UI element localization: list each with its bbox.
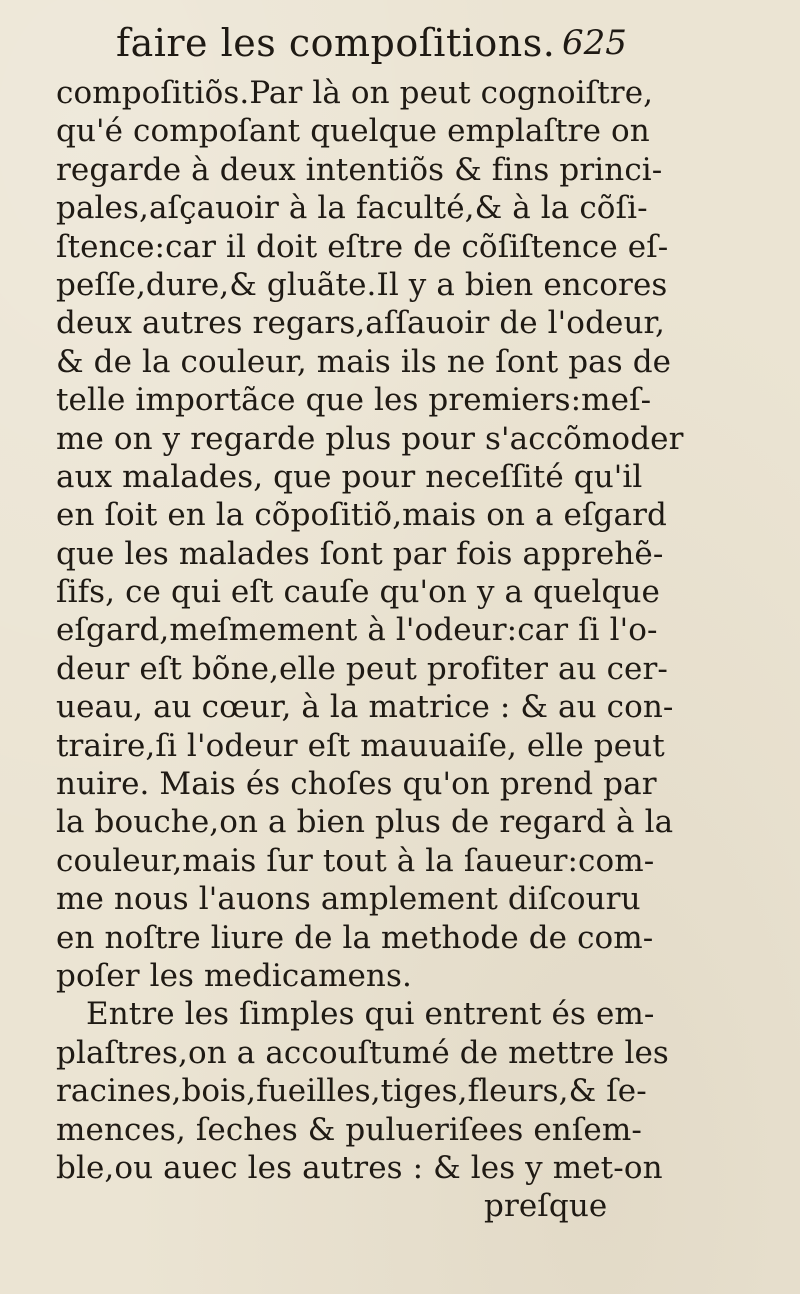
text-line: en noſtre liure de la methode de com-: [56, 919, 654, 956]
text-line: poſer les medicamens.: [56, 957, 412, 994]
text-line: ſtence:car il doit eſtre de cõſiſtence eſ-: [56, 228, 669, 265]
text-line: me nous l'auons amplement diſcouru: [56, 881, 641, 918]
text-line: ſifs, ce qui eſt cauſe qu'on y a quelque: [56, 574, 660, 611]
body-text: [56, 74, 746, 1226]
paragraph-start-line: Entre les ſimples qui entrent és em-: [86, 996, 655, 1033]
text-line: ueau, au cœur, à la matrice : & au con-: [56, 689, 674, 726]
text-line: me on y regarde plus pour s'accõmoder: [56, 420, 684, 457]
text-line: eſgard,meſmement à l'odeur:car ſi l'o-: [56, 612, 658, 649]
page-header: [116, 18, 636, 68]
text-line: regarde à deux intentiõs & fins princi-: [56, 151, 663, 188]
text-line: compoſitiõs.Par là on peut cognoiſtre,: [56, 75, 654, 111]
text-line: la bouche,on a bien plus de regard à la: [56, 804, 674, 841]
text-line: aux malades, que pour neceſſité qu'il: [56, 458, 643, 495]
text-line: deur eſt bõne,elle peut profiter au cer-: [56, 650, 668, 687]
text-line: nuire. Mais és choſes qu'on prend par: [56, 766, 657, 803]
text-line: ble,ou auec les autres : & les y met-on: [56, 1149, 663, 1186]
text-line: deux autres regars,aſſauoir de l'odeur,: [56, 305, 665, 342]
text-line: racines,bois,fueilles,tiges,fleurs,& ſe-: [56, 1073, 647, 1110]
running-head: faire les compoſitions.: [116, 21, 556, 65]
text-line: plaſtres,on a accouſtumé de mettre les: [56, 1034, 669, 1071]
text-line: pales,aſçauoir à la faculté,& à la cõſi-: [56, 190, 648, 227]
text-line: & de la couleur, mais ils ne ſont pas de: [56, 343, 672, 380]
text-line: que les malades ſont par fois apprehẽ-: [56, 535, 664, 572]
text-line: mences, ſeches & pulueriſees enſem-: [56, 1111, 642, 1148]
catchword: preſque: [484, 1188, 608, 1225]
text-line: qu'é compoſant quelque emplaſtre on: [56, 113, 650, 150]
text-line: en ſoit en la cõpoſitiõ,mais on a eſgard: [56, 497, 667, 534]
text-line: telle importãce que les premiers:meſ-: [56, 382, 652, 419]
text-line: couleur,mais ſur tout à la ſaueur:com-: [56, 842, 655, 879]
page-number: 625: [562, 23, 627, 63]
text-line: peſſe,dure,& gluãte.Il y a bien encores: [56, 266, 668, 303]
text-line: traire,ſi l'odeur eſt mauuaiſe, elle peut: [56, 727, 665, 764]
